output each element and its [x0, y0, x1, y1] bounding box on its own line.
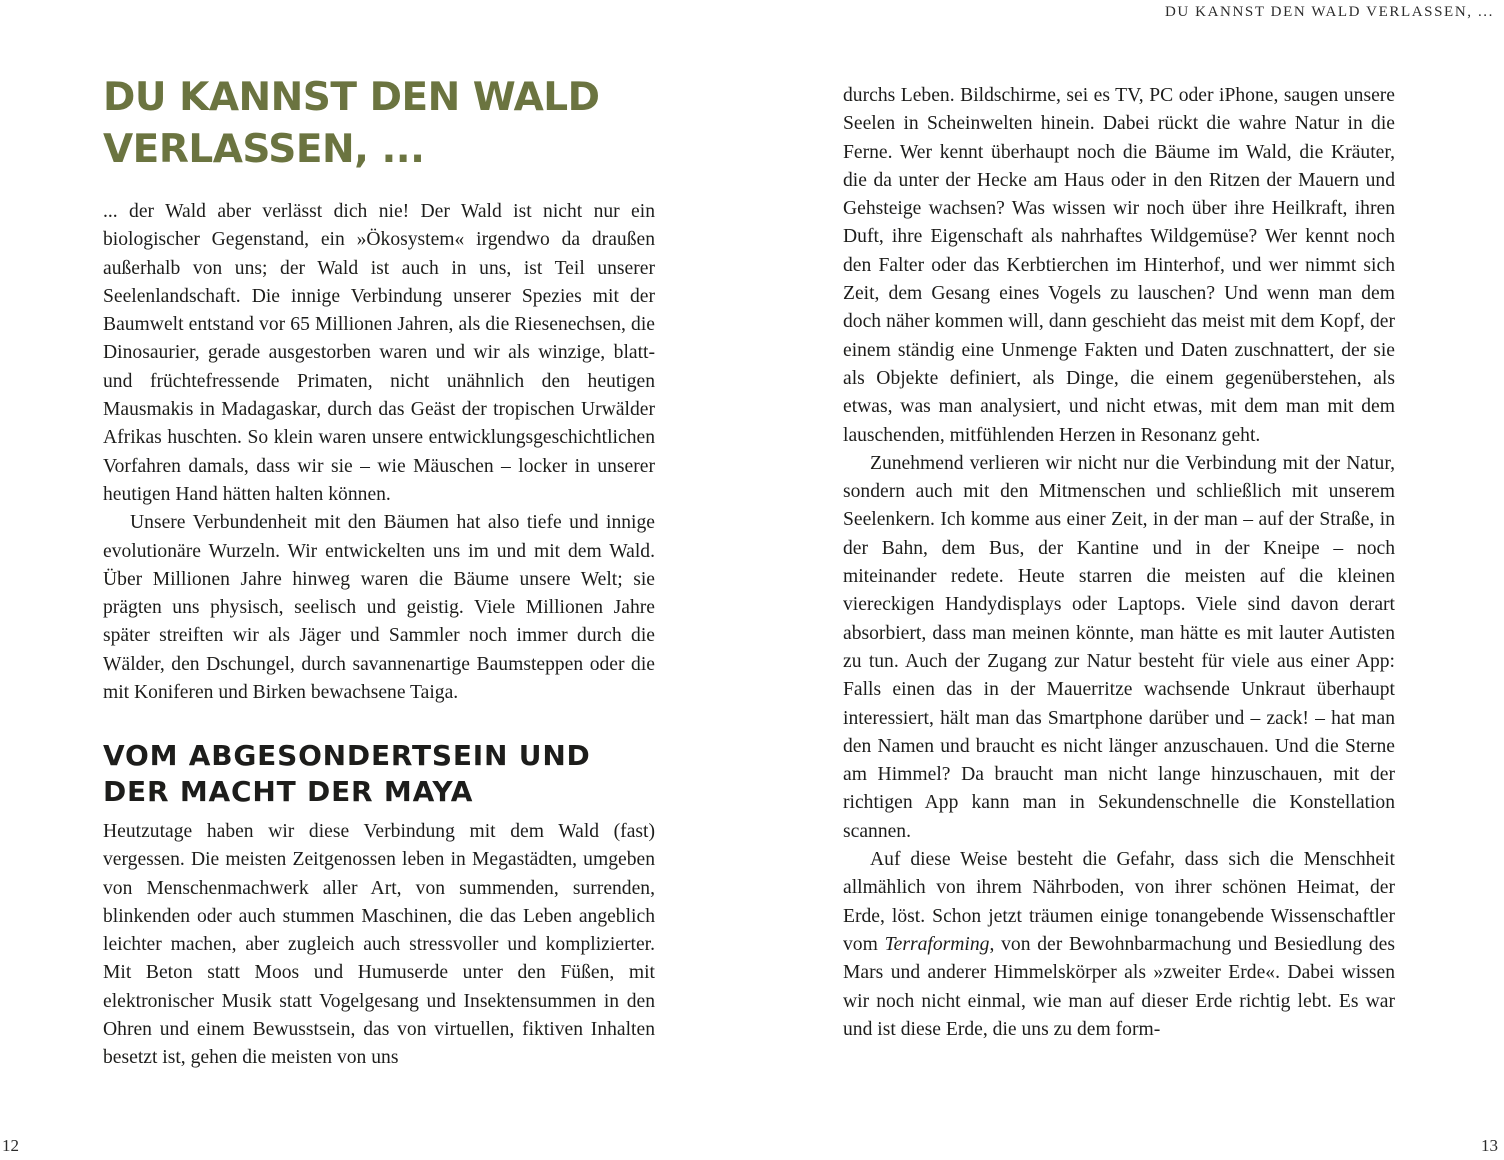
section-heading [103, 738, 663, 810]
paragraph [843, 846, 1395, 1044]
paragraph-text: , von der Bewohnbarmachung und Besiedlung des Mars und anderer Himmelskörper als »zweiter Erde«. Dabei wissen wir noch nicht einmal, wie man auf dieser Erde richtig lebt. Es war und ist diese Erde, die uns zu dem form- [843, 933, 1396, 1040]
italic-term: Terraforming [884, 933, 990, 955]
chapter-title-line-1: DU KANNST DEN WALD [103, 75, 600, 120]
paragraph: durchs Leben. Bildschirme, sei es TV, PC oder iPhone, saugen unsere Seelen in Scheinwelten hinein. Dabei rückt die wahre Natur in die Ferne. Wer kennt überhaupt noch die Bäume im Wald, die Kräuter, die da unter der Hecke am Haus oder in den Ritzen der Mauern und Gehsteige wachsen? Was wissen wir noch über ihre Heilkraft, ihren Duft, ihre Eigenschaft als nahrhaftes Wildgemüse? Wer kennt noch den Falter oder das Kerbtierchen im Hinterhof, und wer nimmt sich Zeit, dem Gesang eines Vogels zu lauschen? Und wenn man dem doch näher kommen will, dann geschieht das meist mit dem Kopf, der einem ständig eine Unmenge Fakten und Daten zuschnattert, der sie als Objekte definiert, als Dinge, die einem gegenüberstehen, als etwas, was man analysiert, und nicht etwas, mit dem man mit dem lauschenden, mitfühlenden Herzen in Resonanz geht. [843, 85, 1395, 446]
paragraph: Unsere Verbundenheit mit den Bäumen hat also tiefe und innige evolutionäre Wurzeln. Wir entwickelten uns im und mit dem Wald. Über Millionen Jahre hinweg waren die Bäume unsere Welt; sie prägten uns physisch, seelisch und geistig. Viele Millionen Jahre später streiften wir als Jäger und Sammler noch immer durch die Wälder, den Dschungel, durch savannenartige Baumsteppen oder die mit Koniferen und Birken bewachsene Taiga. [103, 512, 655, 704]
section-text [103, 818, 655, 1073]
paragraph: Zunehmend verlieren wir nicht nur die Verbindung mit der Natur, sondern auch mit den Mitmenschen und schließlich mit unserem Seelenkern. Ich komme aus einer Zeit, in der man – auf der Straße, in der Bahn, dem Bus, der Kantine und in der Kneipe – noch miteinander redete. Heute starren die meisten auf die kleinen viereckigen Handydisplays oder Laptops. Viele sind davon derart absorbiert, dass man meinen könnte, man hätte es mit lauter Autisten zu tun. Auch der Zugang zur Natur besteht für viele aus einer App: Falls einen das in der Mauerritze wachsende Unkraut überhaupt interessiert, hält man das Smartphone darüber und – zack! – hat man den Namen und braucht es nicht länger anzuschauen. Und die Sterne am Himmel? Da braucht man nicht lange hinzuschauen, mit der richtigen App kann man in Sekundenschnelle die Konstellation scannen. [843, 452, 1395, 842]
paragraph-text: Auf diese Weise besteht die Gefahr, dass sich die Menschheit allmählich von ihrem Nährboden, von ihrer schönen Heimat, der Erde, löst. Schon jetzt träumen einige tonangebende Wissenschaftler vom [843, 849, 1395, 955]
page-number-left: 12 [2, 1136, 19, 1155]
chapter-title [103, 72, 663, 176]
continued-text [843, 82, 1395, 1044]
paragraph: Heutzutage haben wir diese Verbindung mit dem Wald (fast) vergessen. Die meisten Zeitgenossen leben in Megastädten, umgeben von Menschenmachwerk aller Art, von summenden, surrenden, blinkenden oder auch stummen Maschinen, die das Leben angeblich leichter machen, aber zugleich auch stressvoller und komplizierter. Mit Beton statt Moos und Humuserde unter den Füßen, mit elektronischer Musik statt Vogelgesang und Insektensummen in den Ohren und einem Bewusstsein, das von virtuellen, fiktiven Inhalten besetzt ist, gehen die meisten von uns [103, 821, 655, 1069]
paragraph: ... der Wald aber verlässt dich nie! Der Wald ist nicht nur ein biologischer Gegenstand, ein »Ökosystem« irgendwo da draußen außerhalb von uns; der Wald ist auch in uns, ist Teil unserer Seelenlandschaft. Die innige Verbindung unserer Spezies mit der Baumwelt entstand vor 65 Millionen Jahren, als die Riesenechsen, die Dinosaurier, gerade ausgestorben waren und wir als winzige, blatt- und früchtefressende Primaten, nicht unähnlich den heutigen Mausmakis in Madagaskar, durch das Geäst der tropischen Urwälder Afrikas huschten. So klein waren unsere entwicklungsgeschichtlichen Vorfahren damals, dass wir sie – wie Mäuschen – locker in unserer heutigen Hand hätten halten können. [103, 201, 655, 505]
page-number-right: 13 [1481, 1136, 1498, 1155]
chapter-title-line-2: VERLASSEN, ... [103, 127, 425, 172]
running-head: DU KANNST DEN WALD VERLASSEN, ... [1164, 4, 1494, 20]
section-heading-line-2: DER MACHT DER MAYA [103, 775, 474, 808]
intro-text [103, 198, 655, 707]
section-heading-line-1: VOM ABGESONDERTSEIN UND [103, 739, 591, 772]
